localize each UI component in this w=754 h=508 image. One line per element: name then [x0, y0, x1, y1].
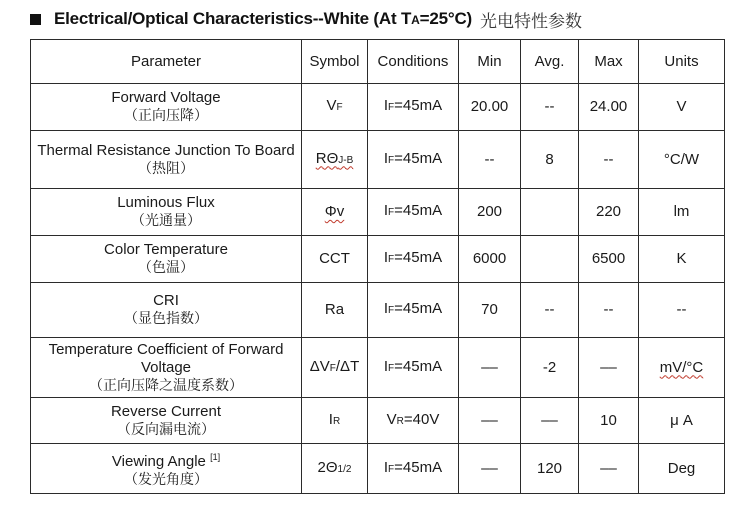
table-row — [31, 444, 725, 494]
parameter-cell — [31, 444, 302, 494]
parameter-name-cn: （反向漏电流） — [117, 421, 215, 438]
heading-title: Electrical/Optical Characteristics--White (At TA=25°C) — [54, 9, 472, 28]
heading-title-cn: 光电特性参数 — [479, 11, 582, 32]
min-cell: 20.00 — [459, 84, 521, 131]
parameter-name: Color Temperature — [104, 241, 228, 258]
min-cell: –– — [459, 338, 521, 398]
parameter-cell — [31, 131, 302, 189]
parameter-cell — [31, 189, 302, 236]
symbol-cell: Ra — [302, 283, 368, 338]
min-cell: -- — [459, 131, 521, 189]
symbol-cell: Φv — [302, 189, 368, 236]
units-cell: °C/W — [639, 131, 725, 189]
column-header: Parameter — [31, 40, 302, 84]
max-cell: –– — [579, 338, 639, 398]
conditions-cell: IF=45mA — [368, 444, 459, 494]
units-cell: V — [639, 84, 725, 131]
parameter-cell — [31, 398, 302, 444]
parameter-name-cn: （正向压降） — [124, 108, 208, 124]
conditions-cell: IF=45mA — [368, 236, 459, 283]
symbol-cell: RΘJ-B — [302, 131, 368, 189]
symbol-cell: VF — [302, 84, 368, 131]
conditions-cell: IF=45mA — [368, 283, 459, 338]
parameter-name-cn: （显色指数） — [124, 311, 208, 327]
max-cell: -- — [579, 283, 639, 338]
units-cell: Deg — [639, 444, 725, 494]
table-row — [31, 338, 725, 398]
parameter-name: Thermal Resistance Junction To Board — [37, 141, 295, 159]
table-row — [31, 189, 725, 236]
conditions-cell: IF=45mA — [368, 131, 459, 189]
column-header: Min — [459, 40, 521, 84]
parameter-name-cn: （热阻） — [138, 160, 194, 177]
min-cell: –– — [459, 444, 521, 494]
parameter-cell — [31, 84, 302, 131]
avg-cell — [521, 189, 579, 236]
conditions-cell: IF=45mA — [368, 84, 459, 131]
max-cell: 24.00 — [579, 84, 639, 131]
table-row — [31, 236, 725, 283]
symbol-cell: ΔVF/ΔT — [302, 338, 368, 398]
avg-cell: –– — [521, 398, 579, 444]
column-header: Units — [639, 40, 725, 84]
conditions-cell: IF=45mA — [368, 189, 459, 236]
units-cell: μ A — [639, 398, 725, 444]
max-cell: 220 — [579, 189, 639, 236]
min-cell: 70 — [459, 283, 521, 338]
parameter-name: Viewing Angle [1] — [111, 452, 221, 470]
column-header: Max — [579, 40, 639, 84]
avg-cell: -2 — [521, 338, 579, 398]
symbol-cell: 2Θ1/2 — [302, 444, 368, 494]
heading-subscript: A — [411, 13, 420, 27]
table-row — [31, 84, 725, 131]
column-header: Avg. — [521, 40, 579, 84]
min-cell: –– — [459, 398, 521, 444]
table-row — [31, 398, 725, 444]
parameter-name: Forward Voltage — [111, 89, 221, 106]
min-cell: 200 — [459, 189, 521, 236]
parameter-name-cn: （色温） — [138, 260, 194, 276]
max-cell: -- — [579, 131, 639, 189]
units-cell: mV/°C — [639, 338, 725, 398]
max-cell: 10 — [579, 398, 639, 444]
min-cell: 6000 — [459, 236, 521, 283]
section-heading — [30, 6, 582, 32]
table-row — [31, 283, 725, 338]
footnote-marker: [1] — [210, 452, 221, 462]
table-row — [31, 131, 725, 189]
avg-cell: -- — [521, 84, 579, 131]
max-cell: 6500 — [579, 236, 639, 283]
conditions-cell: VR=40V — [368, 398, 459, 444]
max-cell: –– — [579, 444, 639, 494]
column-header: Symbol — [302, 40, 368, 84]
symbol-cell: CCT — [302, 236, 368, 283]
characteristics-table — [30, 39, 725, 494]
parameter-name-cn: （发光角度） — [124, 472, 208, 488]
units-cell: lm — [639, 189, 725, 236]
square-bullet-icon — [30, 14, 41, 25]
parameter-name-cn: （正向压降之温度系数） — [89, 377, 243, 394]
parameter-name: Luminous Flux — [117, 194, 215, 211]
conditions-cell: IF=45mA — [368, 338, 459, 398]
avg-cell — [521, 236, 579, 283]
table-header-row — [31, 40, 725, 84]
avg-cell: 120 — [521, 444, 579, 494]
symbol-cell: IR — [302, 398, 368, 444]
parameter-name-cn: （光通量） — [131, 213, 201, 229]
parameter-cell — [31, 236, 302, 283]
column-header: Conditions — [368, 40, 459, 84]
units-cell: -- — [639, 283, 725, 338]
parameter-cell — [31, 338, 302, 398]
units-cell: K — [639, 236, 725, 283]
avg-cell: 8 — [521, 131, 579, 189]
parameter-name: Temperature Coefficient of Forward Voltage — [48, 340, 284, 376]
parameter-name: Reverse Current — [110, 402, 222, 420]
parameter-cell — [31, 283, 302, 338]
parameter-name: CRI — [153, 292, 179, 309]
avg-cell: -- — [521, 283, 579, 338]
